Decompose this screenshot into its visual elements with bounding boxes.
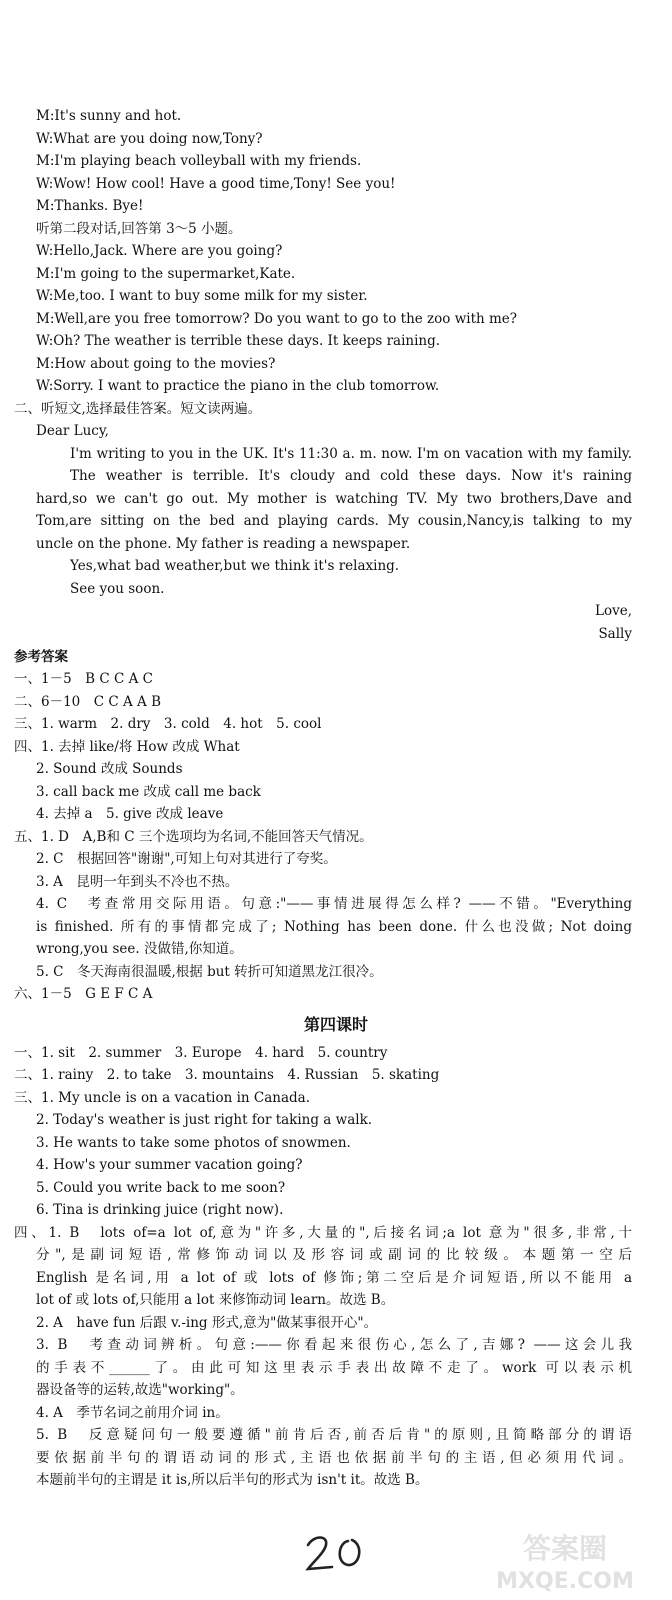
- answer-line: 一、1－5 B C C A C: [14, 671, 154, 687]
- answer-line: 2. C 根据回答"谢谢",可知上句对其进行了夸奖。: [36, 851, 337, 867]
- lesson-line: 6. Tina is drinking juice (right now).: [36, 1202, 284, 1218]
- dialogue-line: M:Well,are you free tomorrow? Do you want to go to the zoo with me?: [36, 311, 518, 327]
- lesson-line: 器设备等的运转,故选"working"。: [36, 1382, 244, 1398]
- site-watermark: [470, 1528, 660, 1594]
- watermark-bottom: MXQE.COM: [496, 1569, 634, 1594]
- lesson-line: English 是名词,用 a lot of 或 lots of 修饰;第二空后是介词短语,所以不能用 a: [36, 1270, 632, 1286]
- answer-line: 3. A 昆明一年到头不冷也不热。: [36, 874, 239, 890]
- lesson-line: 4. How's your summer vacation going?: [36, 1157, 303, 1173]
- lesson-line: 5. Could you write back to me soon?: [36, 1180, 286, 1196]
- lesson-line: 2. A have fun 后跟 v.-ing 形式,意为"做某事很开心"。: [36, 1315, 378, 1331]
- dialogue-line: W:What are you doing now,Tony?: [36, 131, 263, 147]
- section-heading: 二、听短文,选择最佳答案。短文读两遍。: [14, 401, 262, 417]
- lesson-line: 5. B 反意疑问句一般要遵循"前肯后否,前否后肯"的原则,且简略部分的谓语: [36, 1427, 632, 1443]
- lesson-line: 3. B 考查动词辨析。句意:——你看起来很伤心,怎么了,吉娜? ——这会儿我: [36, 1337, 632, 1353]
- lesson-line: 四、1. B lots of=a lot of,意为"许多,大量的",后接名词;a lot 意为"很多,非常,十: [14, 1225, 632, 1241]
- answer-line: 四、1. 去掉 like/将 How 改成 What: [14, 739, 240, 755]
- lesson-line: 3. He wants to take some photos of snowmen.: [36, 1135, 351, 1151]
- letter-line: Yes,what bad weather,but we think it's relaxing.: [70, 558, 400, 574]
- answer-line: 2. Sound 改成 Sounds: [36, 761, 183, 777]
- dialogue-line: W:Hello,Jack. Where are you going?: [36, 243, 283, 259]
- lesson-line: 本题前半句的主谓是 it is,所以后半句的形式为 isn't it。故选 B。: [36, 1472, 429, 1488]
- lesson-line: lot of 或 lots of,只能用 a lot 来修饰动词 learn。故选 B。: [36, 1292, 395, 1308]
- lesson-line: 要依据前半句的谓语动词的形式,主语也依据前半句的主语,但必须用代词。: [36, 1450, 632, 1466]
- dialogue-line: W:Oh? The weather is terrible these days. It keeps raining.: [36, 333, 441, 349]
- lesson-line: 4. A 季节名词之前用介词 in。: [36, 1405, 229, 1421]
- dialogue-instruction: 听第二段对话,回答第 3～5 小题。: [36, 221, 242, 237]
- answer-line: 六、1－5 G E F C A: [14, 986, 153, 1002]
- dialogue-line: M:I'm playing beach volleyball with my friends.: [36, 153, 362, 169]
- letter-line: uncle on the phone. My father is reading a newspaper.: [36, 536, 411, 552]
- dialogue-line: M:I'm going to the supermarket,Kate.: [36, 266, 296, 282]
- answer-line: 5. C 冬天海南很温暖,根据 but 转折可知道黑龙江很冷。: [36, 964, 383, 980]
- dialogue-line: M:It's sunny and hot.: [36, 108, 182, 124]
- answer-line: 4. C 考查常用交际用语。句意:"——事情进展得怎么样? ——不错。"Everything: [36, 896, 632, 912]
- answer-line: 4. 去掉 a 5. give 改成 leave: [36, 806, 224, 822]
- answers-heading: 参考答案: [14, 649, 68, 665]
- dialogue-line: M:Thanks. Bye!: [36, 198, 144, 214]
- letter-line: hard,so we can't go out. My mother is watching TV. My two brothers,Dave and: [36, 491, 632, 507]
- lesson-line: 分",是副词短语,常修饰动词以及形容词或副词的比较级。本题第一空后: [36, 1247, 632, 1263]
- answer-line: 五、1. D A,B和 C 三个选项均为名词,不能回答天气情况。: [14, 829, 373, 845]
- letter-closing: Love,: [595, 603, 632, 619]
- lesson-line: 一、1. sit 2. summer 3. Europe 4. hard 5. country: [14, 1045, 388, 1061]
- letter-line: I'm writing to you in the UK. It's 11:30 a. m. now. I'm on vacation with my family.: [70, 446, 632, 462]
- letter-line: The weather is terrible. It's cloudy and cold these days. Now it's raining: [70, 468, 632, 484]
- answer-line: is finished. 所有的事情都完成了; Nothing has been done. 什么也没做; Not doing: [36, 919, 632, 935]
- dialogue-line: M:How about going to the movies?: [36, 356, 276, 372]
- handwritten-page-mark: [302, 1531, 372, 1573]
- dialogue-line: W:Me,too. I want to buy some milk for my sister.: [36, 288, 368, 304]
- letter-line: See you soon.: [70, 581, 165, 597]
- lesson-heading: 第四课时: [303, 1015, 368, 1034]
- letter-signature: Sally: [598, 626, 632, 642]
- answer-line: wrong,you see. 没做错,你知道。: [36, 941, 243, 957]
- lesson-line: 的手表不______了。由此可知这里表示手表出故障不走了。work 可以表示机: [36, 1360, 632, 1376]
- answer-line: 三、1. warm 2. dry 3. cold 4. hot 5. cool: [14, 716, 322, 732]
- letter-line: Tom,are sitting on the bed and playing cards. My cousin,Nancy,is talking to my: [36, 513, 632, 529]
- answer-line: 二、6－10 C C A A B: [14, 694, 162, 710]
- lesson-line: 2. Today's weather is just right for taking a walk.: [36, 1112, 373, 1128]
- dialogue-line: W:Wow! How cool! Have a good time,Tony! See you!: [36, 176, 396, 192]
- dialogue-line: W:Sorry. I want to practice the piano in the club tomorrow.: [36, 378, 440, 394]
- watermark-top: 答案圈: [522, 1532, 608, 1565]
- letter-greeting: Dear Lucy,: [36, 423, 109, 439]
- answer-line: 3. call back me 改成 call me back: [36, 784, 261, 800]
- lesson-line: 三、1. My uncle is on a vacation in Canada.: [14, 1090, 310, 1106]
- lesson-line: 二、1. rainy 2. to take 3. mountains 4. Russian 5. skating: [14, 1067, 440, 1083]
